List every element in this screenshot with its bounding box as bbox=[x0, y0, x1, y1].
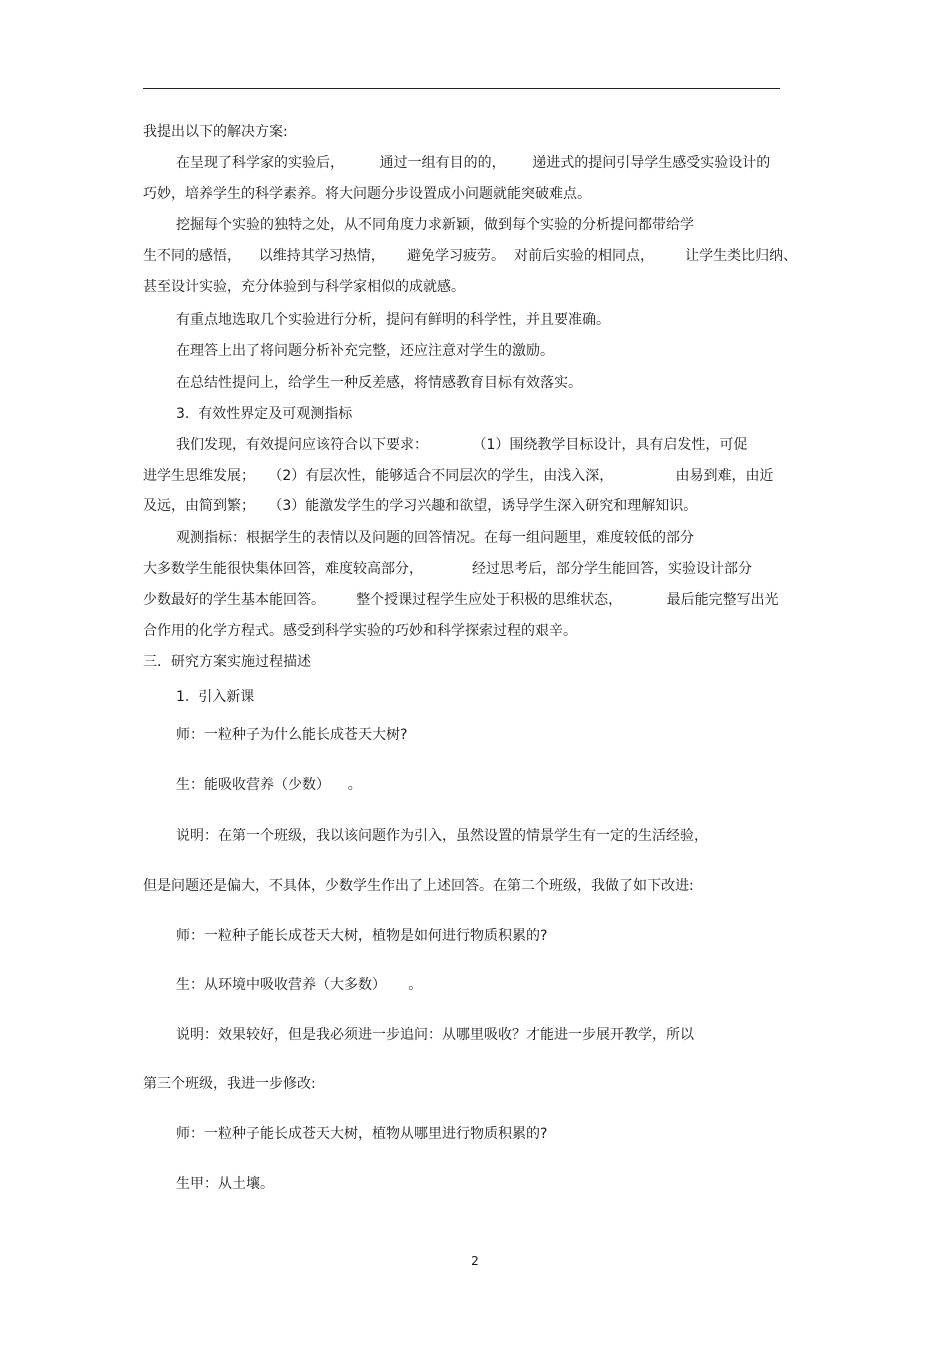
text-line: 在总结性提问上，给学生一种反差感，将情感教育目标有效落实。 bbox=[176, 375, 582, 391]
text-line: 大多数学生能很快集体回答，难度较高部分， 经过思考后，部分学生能回答，实验设计部分 bbox=[143, 561, 752, 577]
dialogue-line: 师：一粒种子能长成苍天大树，植物是如何进行物质积累的? bbox=[176, 928, 548, 944]
text-line: 甚至设计实验，充分体验到与科学家相似的成就感。 bbox=[143, 279, 465, 295]
text-line: 挖掘每个实验的独特之处，从不同角度力求新颖，做到每个实验的分析提问都带给学 bbox=[176, 217, 694, 233]
text-line: 少数最好的学生基本能回答。 整个授课过程学生应处于积极的思维状态， 最后能完整写出光 bbox=[143, 592, 779, 608]
text-line: 我提出以下的解决方案: bbox=[143, 124, 288, 140]
section-heading: 3. 有效性界定及可观测指标 bbox=[176, 406, 353, 422]
text-line: 在呈现了科学家的实验后， 通过一组有目的的， 递进式的提问引导学生感受实验设计的 bbox=[176, 155, 771, 171]
text-line: 及远，由简到繁； （3）能激发学生的学习兴趣和欲望，诱导学生深入研究和理解知识。 bbox=[143, 498, 698, 514]
header-rule bbox=[143, 88, 780, 89]
text-line: 我们发现，有效提问应该符合以下要求： （1）围绕教学目标设计，具有启发性，可促 bbox=[176, 437, 748, 453]
subsection-heading: 1. 引入新课 bbox=[176, 689, 255, 705]
dialogue-line: 生甲：从土壤。 bbox=[176, 1176, 274, 1192]
dialogue-line: 生：能吸收营养（少数） 。 bbox=[176, 777, 362, 793]
text-line: 巧妙，培养学生的科学素养。将大问题分步设置成小问题就能突破难点。 bbox=[143, 186, 591, 202]
text-line: 在理答上出了将问题分析补充完整，还应注意对学生的激励。 bbox=[176, 343, 554, 359]
text-line: 生不同的感悟， 以维持其学习热情， 避免学习疲劳。 对前后实验的相同点， 让学生类比归纳、 bbox=[143, 248, 798, 264]
dialogue-line: 师：一粒种子为什么能长成苍天大树? bbox=[176, 727, 408, 743]
section-heading: 三．研究方案实施过程描述 bbox=[143, 654, 311, 670]
text-line: 有重点地选取几个实验进行分析，提问有鲜明的科学性，并且要准确。 bbox=[176, 312, 610, 328]
text-line: 说明：效果较好，但是我必须进一步追问：从哪里吸收？才能进一步展开教学，所以 bbox=[176, 1027, 694, 1043]
text-line: 观测指标：根据学生的表情以及问题的回答情况。在每一组问题里，难度较低的部分 bbox=[176, 530, 694, 546]
page-number: 2 bbox=[471, 1254, 479, 1268]
text-line: 进学生思维发展； （2）有层次性，能够适合不同层次的学生，由浅入深， 由易到难，由近 bbox=[143, 468, 774, 484]
text-line: 合作用的化学方程式。感受到科学实验的巧妙和科学探索过程的艰辛。 bbox=[143, 623, 577, 639]
text-line: 但是问题还是偏大，不具体，少数学生作出了上述回答。在第二个班级，我做了如下改进: bbox=[143, 878, 694, 894]
dialogue-line: 生：从环境中吸收营养（大多数） 。 bbox=[176, 977, 423, 993]
dialogue-line: 师：一粒种子能长成苍天大树，植物从哪里进行物质积累的? bbox=[176, 1126, 548, 1142]
text-line: 第三个班级，我进一步修改: bbox=[143, 1076, 316, 1092]
text-line: 说明：在第一个班级，我以该问题作为引入，虽然设置的情景学生有一定的生活经验， bbox=[176, 828, 708, 844]
